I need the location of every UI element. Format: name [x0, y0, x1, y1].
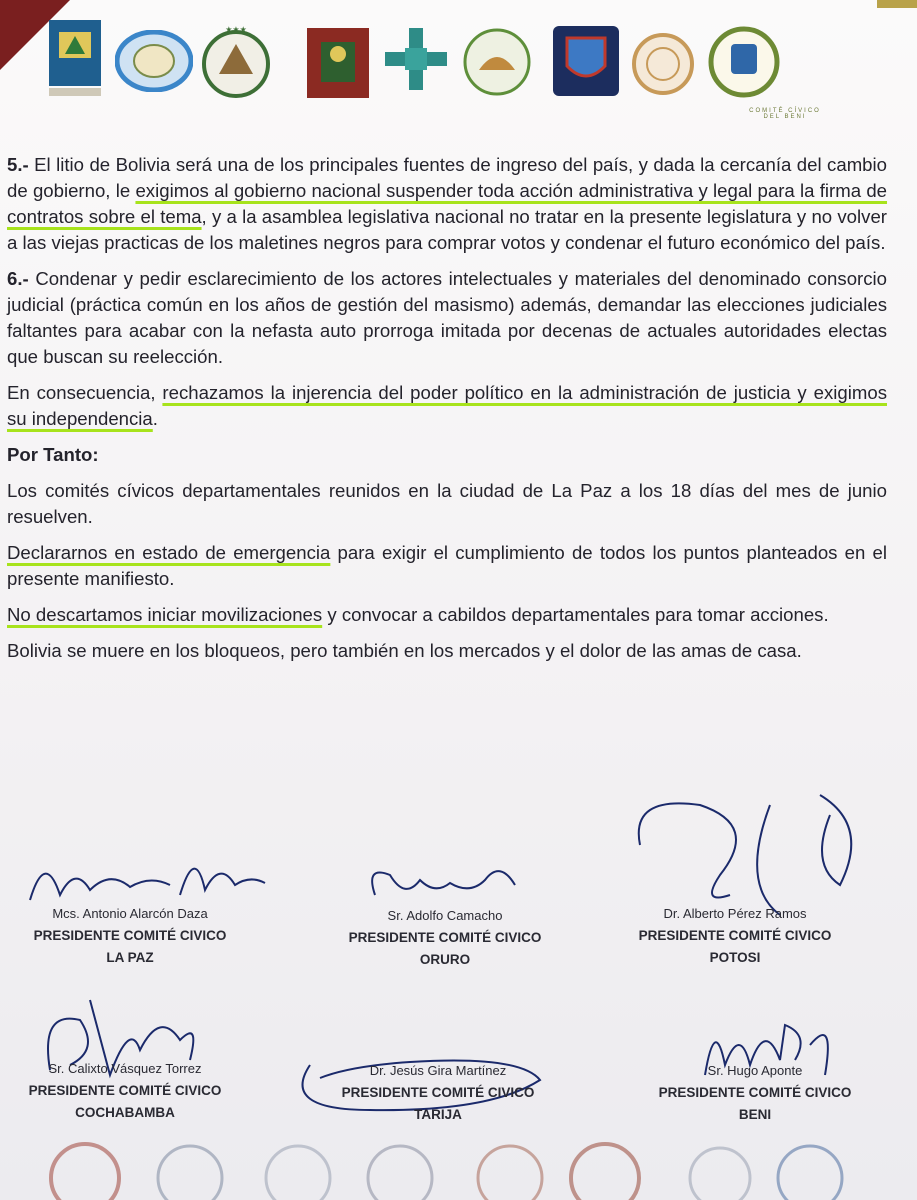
highlighted-text: No descartamos iniciar movilizaciones [7, 604, 323, 625]
highlighted-text: exigimos al gobierno nacional suspender toda acción administrativa y legal para la firma de contratos sobre el tema [7, 180, 888, 227]
paragraph-text: En consecuencia, [7, 382, 163, 403]
signatory-role: PRESIDENTE COMITÉ CIVICO [33, 928, 227, 943]
comite-civico-pando-logo [553, 26, 619, 96]
bottom-seals-row [40, 1128, 870, 1200]
declararnos-paragraph [7, 540, 887, 592]
signatory-role: PRESIDENTE COMITÉ CIVICO [348, 930, 542, 945]
signatory-role: PRESIDENTE COMITÉ CIVICO [638, 928, 832, 943]
point-text: Condenar y pedir esclarecimiento de los actores intelectuales y materiales del denominado consorcio judicial (práctica común en los años de gestión del masismo) además, demandar las elecciones judiciales faltantes para acabar con la nefasta auto prorroga imitada por decenas de actuales autoridades electas que buscan su reelección. [7, 268, 887, 367]
paragraph-text: para exigir el cumplimiento de todos los puntos planteados en el presente manifiesto. [7, 542, 888, 589]
signature-tarija [318, 1060, 558, 1126]
paragraph-text: . [152, 408, 158, 429]
consecuencia-paragraph [7, 380, 887, 432]
signatory-role: PRESIDENTE COMITÉ CIVICO [658, 1085, 852, 1100]
signatory-name: Dr. Jesús Gira Martínez [369, 1063, 507, 1078]
comite-civico-cochabamba-logo [307, 28, 369, 98]
signatory-department: ORURO [419, 952, 471, 967]
highlighted-text: rechazamos la injerencia del poder político en la administración de justicia y exigimos su independencia [7, 382, 887, 429]
movilizaciones-paragraph [7, 602, 887, 628]
comite-civico-santa-cruz-logo [631, 32, 695, 96]
signature-oruro [325, 905, 565, 971]
signatory-name: Sr. Adolfo Camacho [387, 908, 503, 923]
signature-scribble-oruro [360, 855, 530, 910]
comite-civico-beni-logo [707, 24, 781, 104]
point-number: 6.- [7, 268, 29, 289]
signatory-department: TARIJA [414, 1107, 462, 1122]
signatory-role: PRESIDENTE COMITÉ CIVICO [28, 1083, 222, 1098]
signature-cochabamba [5, 1058, 245, 1124]
signature-potosi [615, 903, 855, 969]
signatory-department: POTOSI [709, 950, 761, 965]
closing-paragraph: Bolivia se muere en los bloqueos, pero también en los mercados y el dolor de las amas de casa. [7, 640, 802, 661]
highlighted-text: Declararnos en estado de emergencia [7, 542, 331, 563]
point-text: El litio de Bolivia será una de los principales fuentes de ingreso del país, y dada la cercanía del cambio de gobierno, le [7, 154, 887, 201]
seal-stamp-icon [51, 1144, 842, 1200]
svg-text:★★★: ★★★ [225, 25, 247, 34]
resuelven-paragraph: Los comités cívicos departamentales reunidos en la ciudad de La Paz a los 18 días del mes de junio resuelven. [7, 480, 887, 527]
comite-civico-la-paz-logo [45, 18, 105, 98]
comite-civico-potosi-logo [201, 22, 271, 102]
por-tanto-heading: Por Tanto: [7, 444, 99, 465]
signature-beni [635, 1060, 875, 1126]
comite-civico-oruro-logo [115, 30, 193, 92]
signature-la-paz [10, 903, 250, 969]
signatory-name: Dr. Alberto Pérez Ramos [663, 906, 807, 921]
comite-civico-tarija-logo [383, 26, 449, 92]
point-number: 5.- [7, 154, 29, 175]
point-6 [7, 266, 887, 370]
signatory-name: Mcs. Antonio Alarcón Daza [52, 906, 208, 921]
signatory-name: Sr. Hugo Aponte [707, 1063, 803, 1078]
signatory-department: COCHABAMBA [75, 1105, 175, 1120]
signatory-role: PRESIDENTE COMITÉ CIVICO [341, 1085, 535, 1100]
point-5 [7, 152, 887, 256]
paragraph-text: y convocar a cabildos departamentales para tomar acciones. [322, 604, 829, 625]
comite-civico-chuquisaca-logo [457, 24, 537, 96]
beni-logo-caption: COMITÉ CÍVICO DEL BENI [749, 108, 821, 120]
signatory-department: LA PAZ [106, 950, 154, 965]
point-text: , y a la asamblea legislativa nacional no tratar en la presente legislatura y no volver a las viejas practicas de los maletines negros para comprar votos y condenar el futuro económico del país. [7, 206, 887, 253]
manifesto-body [7, 152, 887, 674]
page-corner-decoration [877, 0, 917, 8]
signatory-name: Sr. Calixto Vásquez Torrez [48, 1061, 202, 1076]
header-logos-row [45, 12, 821, 120]
signatory-department: BENI [738, 1107, 772, 1122]
